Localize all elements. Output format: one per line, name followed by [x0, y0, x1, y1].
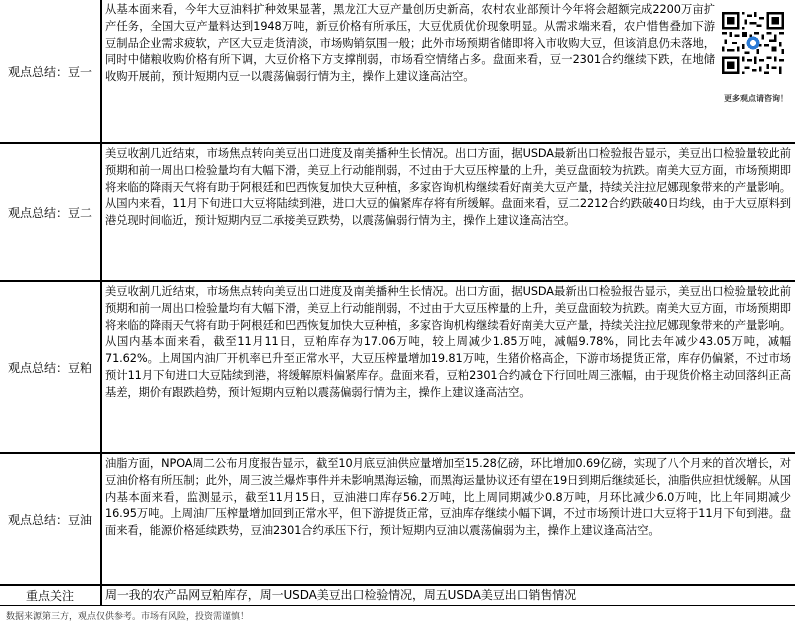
section-text: 美豆收割几近结束，市场焦点转向美豆出口进度及南美播种生长情况。出口方面，据USDA最新出口检验报告显示，美豆出口检验量较此前预期和前一周出口检验量均有大幅下滑，美豆上行动能削弱，不过由于大豆压榨量的上升，美豆盘面较为抗跌。南美大豆方面，市场预期即将来临的降雨天气将有助于阿根廷和巴西恢复加快大豆种植，多家咨询机构继续看好南美大豆产量，持续关注拉尼娜现象带来的产量影响。从国内基本面来看，截至11月11日，豆粕库存为17.06万吨，较上周减少1.85万吨，减幅9.78%，同比去年减少43.05万吨，减幅71.62%。上周国内油厂开机率已升至正常水平，大豆压榨量增加19.81万吨，生猪价格高企，下游市场提货正常，库存仍偏紧，不过市场预计11月下旬进口大豆陆续到港，将缓解原料偏紧库存。盘面来看，豆粕2301合约减仓下行回吐周三涨幅，由于现货价格主动回落纠正高基差，期价有跟跌趋势，预计短期内豆粕以震荡偏弱行情为主，操作上建议逢高沽空。 [105, 285, 791, 399]
section-row-soybean-meal [0, 282, 795, 452]
section-label: 观点总结：豆二 [7, 205, 92, 220]
section-row-soybean-oil [0, 454, 795, 584]
qr-code-icon [722, 12, 784, 74]
section-row-soybean-2 [0, 144, 795, 280]
footer-disclaimer: 数据来源第三方，观点仅供参考。市场有风险，投资需谨慎！ [6, 612, 250, 622]
section-text: 美豆收割几近结束，市场焦点转向美豆出口进度及南美播种生长情况。出口方面，据USDA最新出口检验报告显示，美豆出口检验量较此前预期和前一周出口检验量均有大幅下滑，美豆上行动能削弱，不过由于大豆压榨量的上升，美豆盘面较为抗跌。南美大豆方面，市场预期即将来临的降雨天气将有助于阿根廷和巴西恢复加快大豆种植，多家咨询机构继续看好南美大豆产量，持续关注拉尼娜现象带来的产量影响。从国内来看，11月下旬进口大豆将陆续到港，进口大豆的偏紧库存将有所缓解。盘面来看，豆二2212合约跌破40日均线，由于大豆原料到港兑现时间临近，预计短期内豆二承接美豆跌势，以震荡偏弱行情为主，操作上建议逢高沽空。 [105, 147, 791, 228]
section-label: 观点总结：豆一 [7, 64, 92, 79]
column-divider [100, 144, 102, 280]
focus-text: 周一我的农产品网豆粕库存，周一USDA美豆出口检验情况，周五USDA美豆出口销售情况 [105, 588, 577, 602]
column-divider [100, 0, 102, 142]
qr-caption: 更多观点请咨询！ [724, 94, 788, 103]
section-label: 观点总结：豆粕 [7, 360, 92, 375]
column-divider [100, 282, 102, 452]
section-text: 从基本面来看，今年大豆油料扩种效果显著，黑龙江大豆产量创历史新高，农村农业部预计今年将会超额完成2200万亩扩产任务，全国大豆产量料达到1948万吨，新豆价格有所承压，大豆优质优价现象明显。从需求端来看，农户惜售叠加下游豆制品企业需求疲软，产区大豆走货清淡，市场购销氛围一般；此外市场预期省储即将入市收购大豆，但该消息仍未落地，同时中储粮收购价格有所下调，大豆价格下方支撑削弱，市场看空情绪占多。盘面来看，豆一2301合约继续下跌，在地储收购开展前，预计短期内豆一以震荡偏弱行情为主，操作上建议逢高沽空。 [105, 3, 715, 84]
section-row-soybean-1 [0, 0, 795, 142]
section-label: 观点总结：豆油 [7, 512, 92, 527]
section-text: 油脂方面，NPOA周二公布月度报告显示，截至10月底豆油供应量增加至15.28亿磅，环比增加0.69亿磅，实现了八个月来的首次增长，对豆油价格有所压制；此外，周三波兰爆炸事件并未影响黑海运输，而黑海运量协议还有望在19日到期后继续延长，油脂供应担忧缓解。从国内基本面来看，监测显示，截至11月15日，豆油港口库存56.2万吨，比上周同期减少0.8万吨，月环比减少6.0万吨，比上年同期减少16.95万吨。上周油厂压榨量增加回到正常水平，但下游提货正常，豆油库存继续小幅下调，不过市场预计进口大豆将于11月下旬到港。盘面来看，能源价格延续跌势，豆油2301合约承压下行，预计短期内豆油以震荡偏弱为主，操作上建议逢高沽空。 [105, 457, 791, 538]
column-divider [100, 586, 102, 605]
row-divider [0, 605, 795, 606]
focus-label: 重点关注 [25, 589, 74, 603]
focus-row [0, 586, 795, 605]
column-divider [100, 454, 102, 584]
